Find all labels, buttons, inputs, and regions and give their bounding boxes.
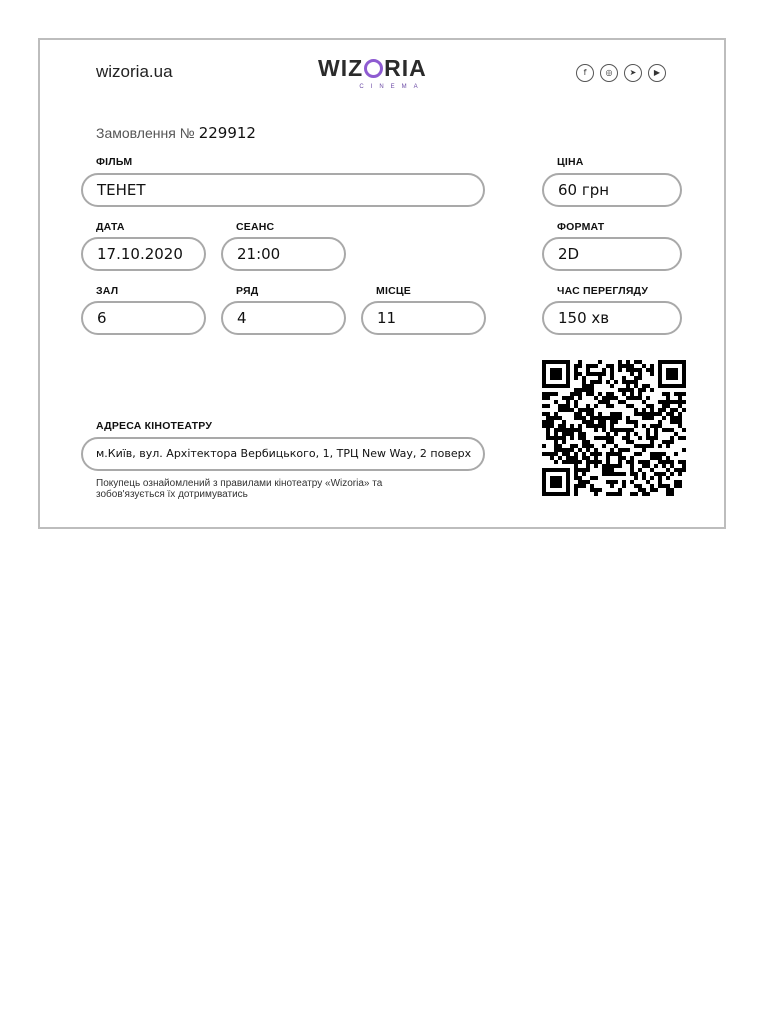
hall-label: ЗАЛ <box>96 285 119 297</box>
ticket <box>38 38 726 529</box>
qr-code <box>542 360 686 496</box>
telegram-icon[interactable]: ➤ <box>624 64 642 82</box>
seat-field: 11 <box>361 301 486 335</box>
price-label: ЦІНА <box>557 156 584 168</box>
logo-text-left: WIZ <box>318 55 364 81</box>
facebook-icon[interactable]: f <box>576 64 594 82</box>
logo-text-right: RIA <box>384 55 427 81</box>
format-label: ФОРМАТ <box>557 221 605 233</box>
seat-label: МІСЦЕ <box>376 285 411 297</box>
rules-note: Покупець ознайомлений з правилами кінотеатру «Wizoria» та зобов'язується їх дотримуватись <box>96 478 383 500</box>
duration-field: 150 хв <box>542 301 682 335</box>
logo-o-ring <box>364 59 383 78</box>
order-number: 229912 <box>198 124 256 142</box>
site-url[interactable]: wizoria.ua <box>96 62 173 81</box>
wizoria-logo <box>318 54 452 98</box>
order-line <box>96 124 256 142</box>
film-label: ФІЛЬМ <box>96 156 133 168</box>
film-field: ТЕНЕТ <box>81 173 485 207</box>
hall-field: 6 <box>81 301 206 335</box>
instagram-icon[interactable]: ◎ <box>600 64 618 82</box>
price-field: 60 грн <box>542 173 682 207</box>
row-label: РЯД <box>236 285 259 297</box>
address-label: АДРЕСА КІНОТЕАТРУ <box>96 420 213 432</box>
social-icons <box>576 64 666 82</box>
address-field: м.Київ, вул. Архітектора Вербицького, 1, ТРЦ New Way, 2 поверх <box>81 437 485 471</box>
date-label: ДАТА <box>96 221 125 233</box>
youtube-icon[interactable]: ▶ <box>648 64 666 82</box>
logo-subtitle: CINEMA <box>359 84 425 90</box>
row-field: 4 <box>221 301 346 335</box>
date-field: 17.10.2020 <box>81 237 206 271</box>
session-label: СЕАНС <box>236 221 275 233</box>
order-label: Замовлення № <box>96 125 195 141</box>
duration-label: ЧАС ПЕРЕГЛЯДУ <box>557 285 649 297</box>
format-field: 2D <box>542 237 682 271</box>
session-field: 21:00 <box>221 237 346 271</box>
